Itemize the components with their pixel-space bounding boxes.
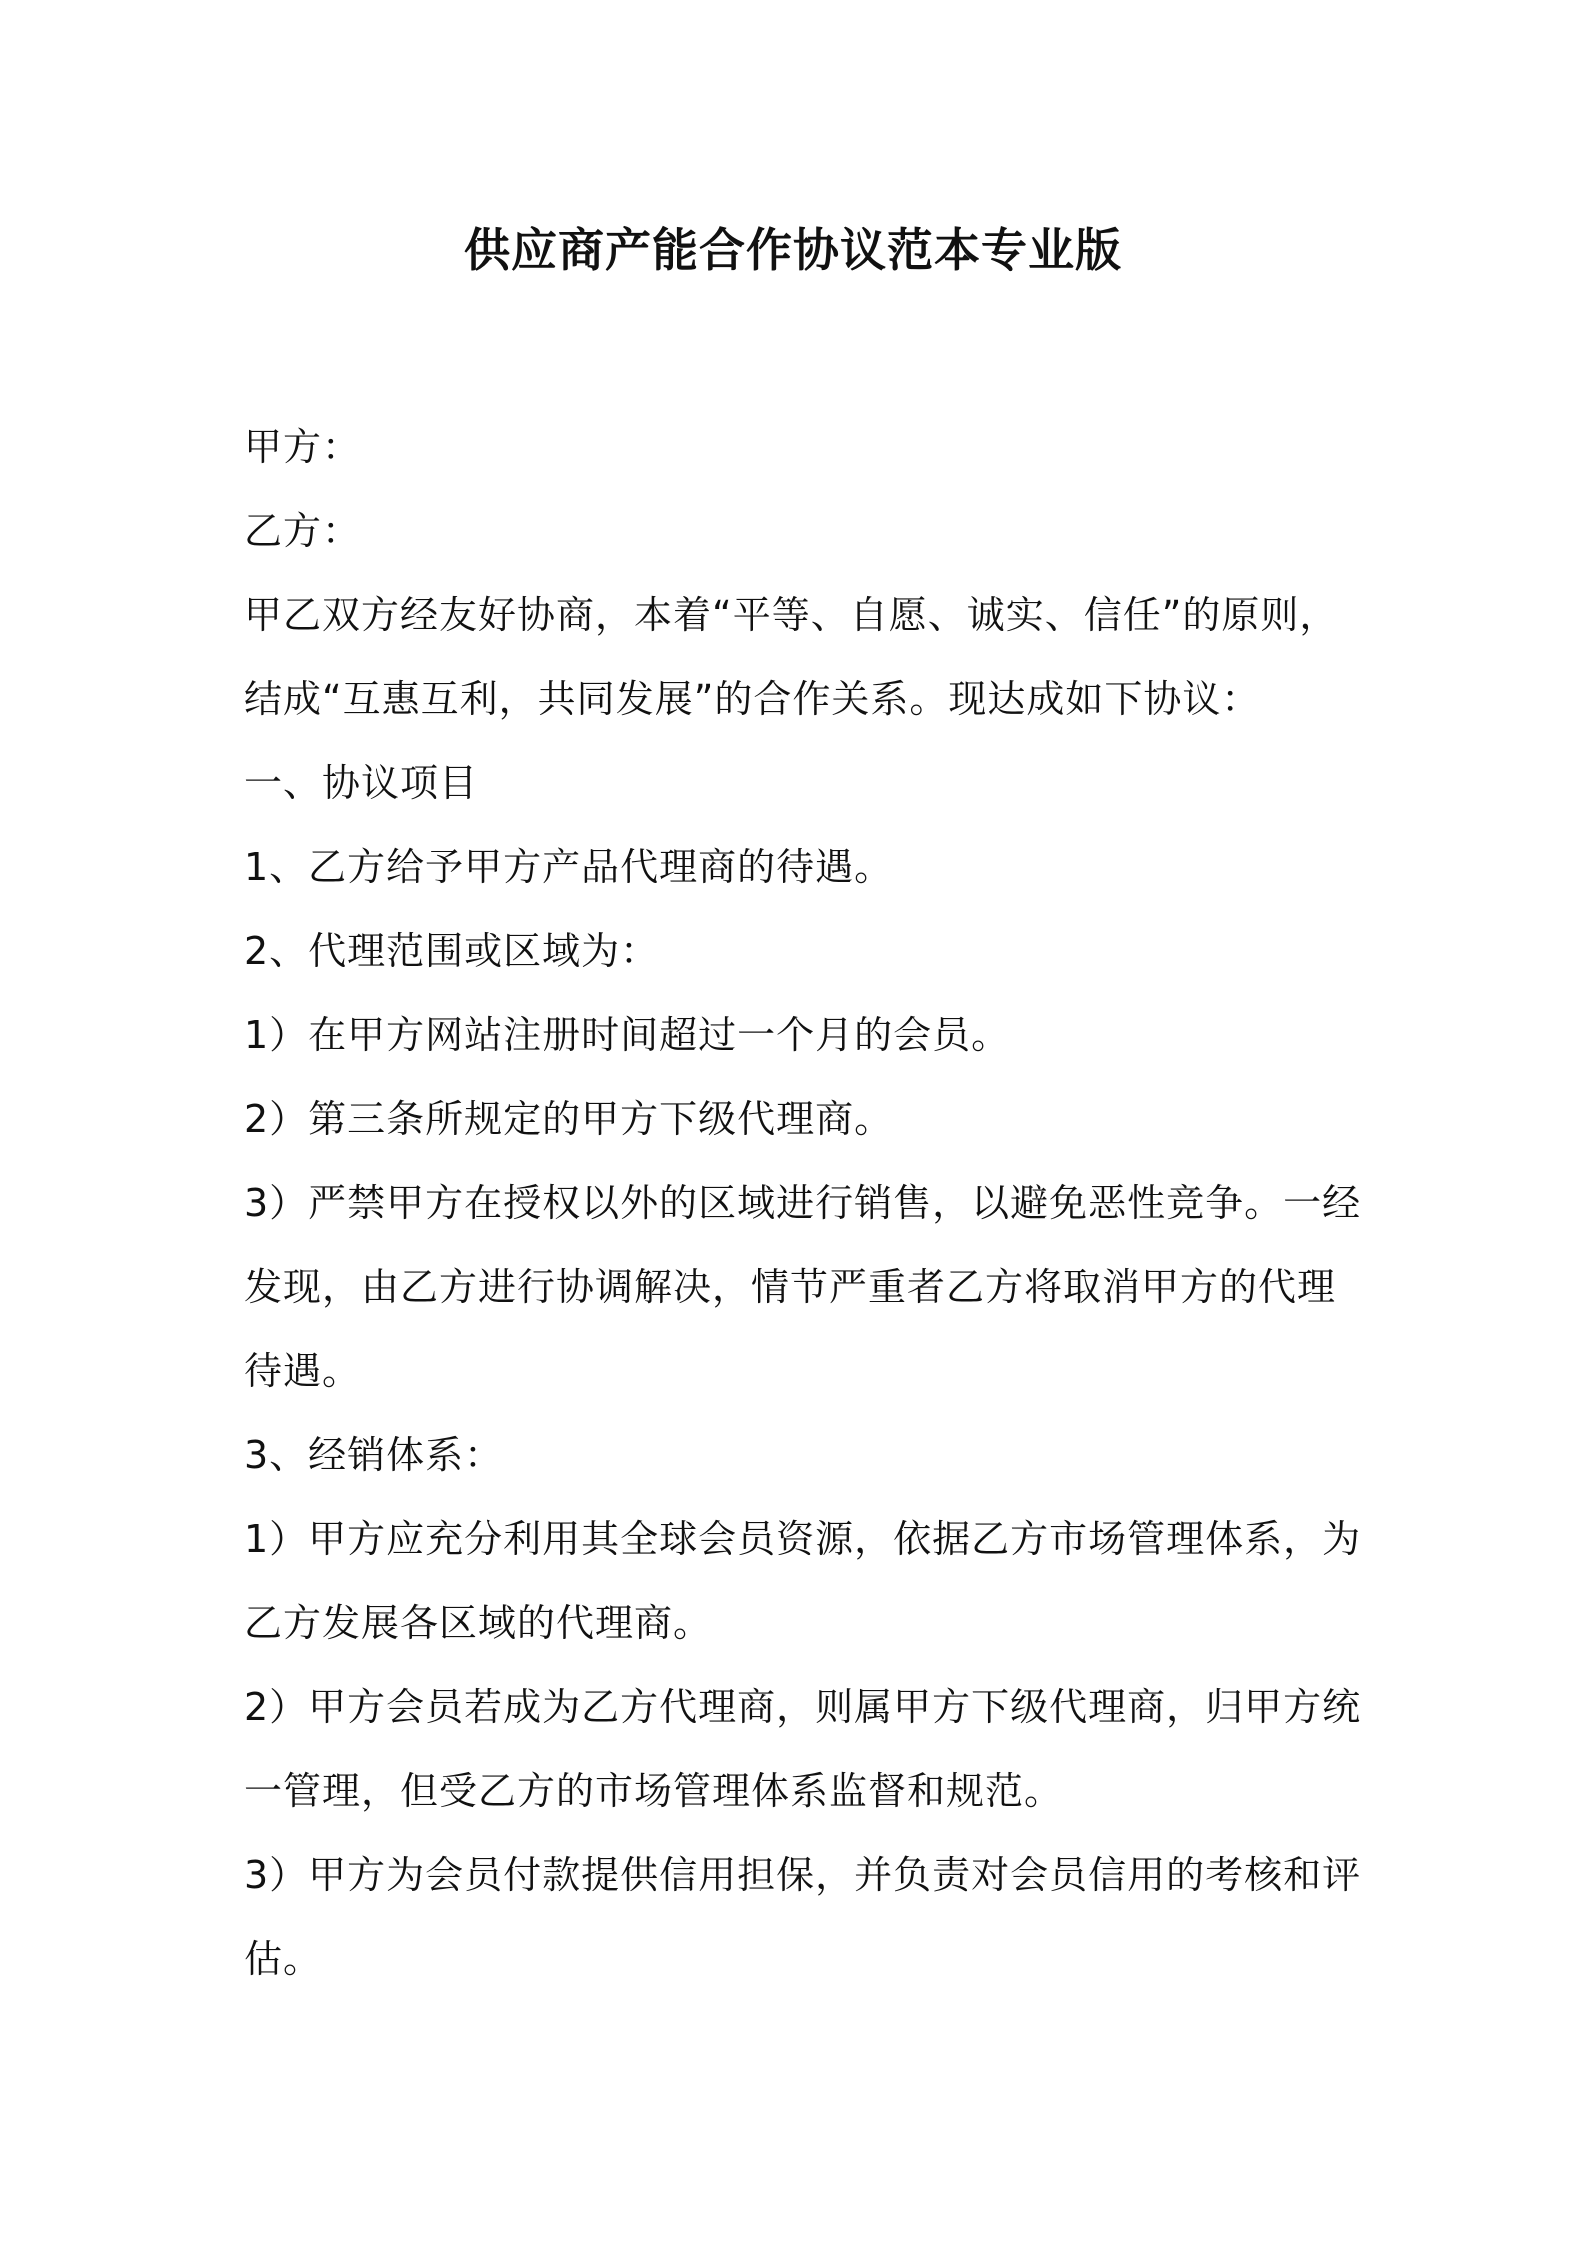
document-title: 供应商产能合作协议范本专业版 bbox=[464, 223, 1122, 277]
clause-2-item-2: 2）第三条所规定的甲方下级代理商。 bbox=[244, 1097, 894, 1141]
party-a-line: 甲方： bbox=[244, 425, 362, 469]
clause-2-item-3: 3）严禁甲方在授权以外的区域进行销售，以避免恶性竞争。一经发现，由乙方进行协调解决，情节严重者乙方将取消甲方的代理待遇。 bbox=[244, 1181, 1362, 1393]
preamble-paragraph: 甲乙双方经友好协商，本着“平等、自愿、诚实、信任”的原则，结成“互惠互利，共同发展”的合作关系。现达成如下协议： bbox=[244, 593, 1339, 721]
clause-3-item-1: 1）甲方应充分利用其全球会员资源，依据乙方市场管理体系，为乙方发展各区域的代理商。 bbox=[244, 1517, 1362, 1645]
clause-1: 1、乙方给予甲方产品代理商的待遇。 bbox=[244, 845, 894, 889]
party-b-line: 乙方： bbox=[244, 509, 362, 553]
clause-3-item-3: 3）甲方为会员付款提供信用担保，并负责对会员信用的考核和评估。 bbox=[244, 1853, 1362, 1981]
clause-2: 2、代理范围或区域为： bbox=[244, 929, 660, 973]
clause-3-item-2: 2）甲方会员若成为乙方代理商，则属甲方下级代理商，归甲方统一管理，但受乙方的市场管理体系监督和规范。 bbox=[244, 1685, 1362, 1813]
clause-2-item-1: 1）在甲方网站注册时间超过一个月的会员。 bbox=[244, 1013, 1011, 1057]
clause-3: 3、经销体系： bbox=[244, 1433, 504, 1477]
document-body bbox=[244, 405, 1364, 2001]
section-heading: 一、协议项目 bbox=[244, 761, 479, 805]
